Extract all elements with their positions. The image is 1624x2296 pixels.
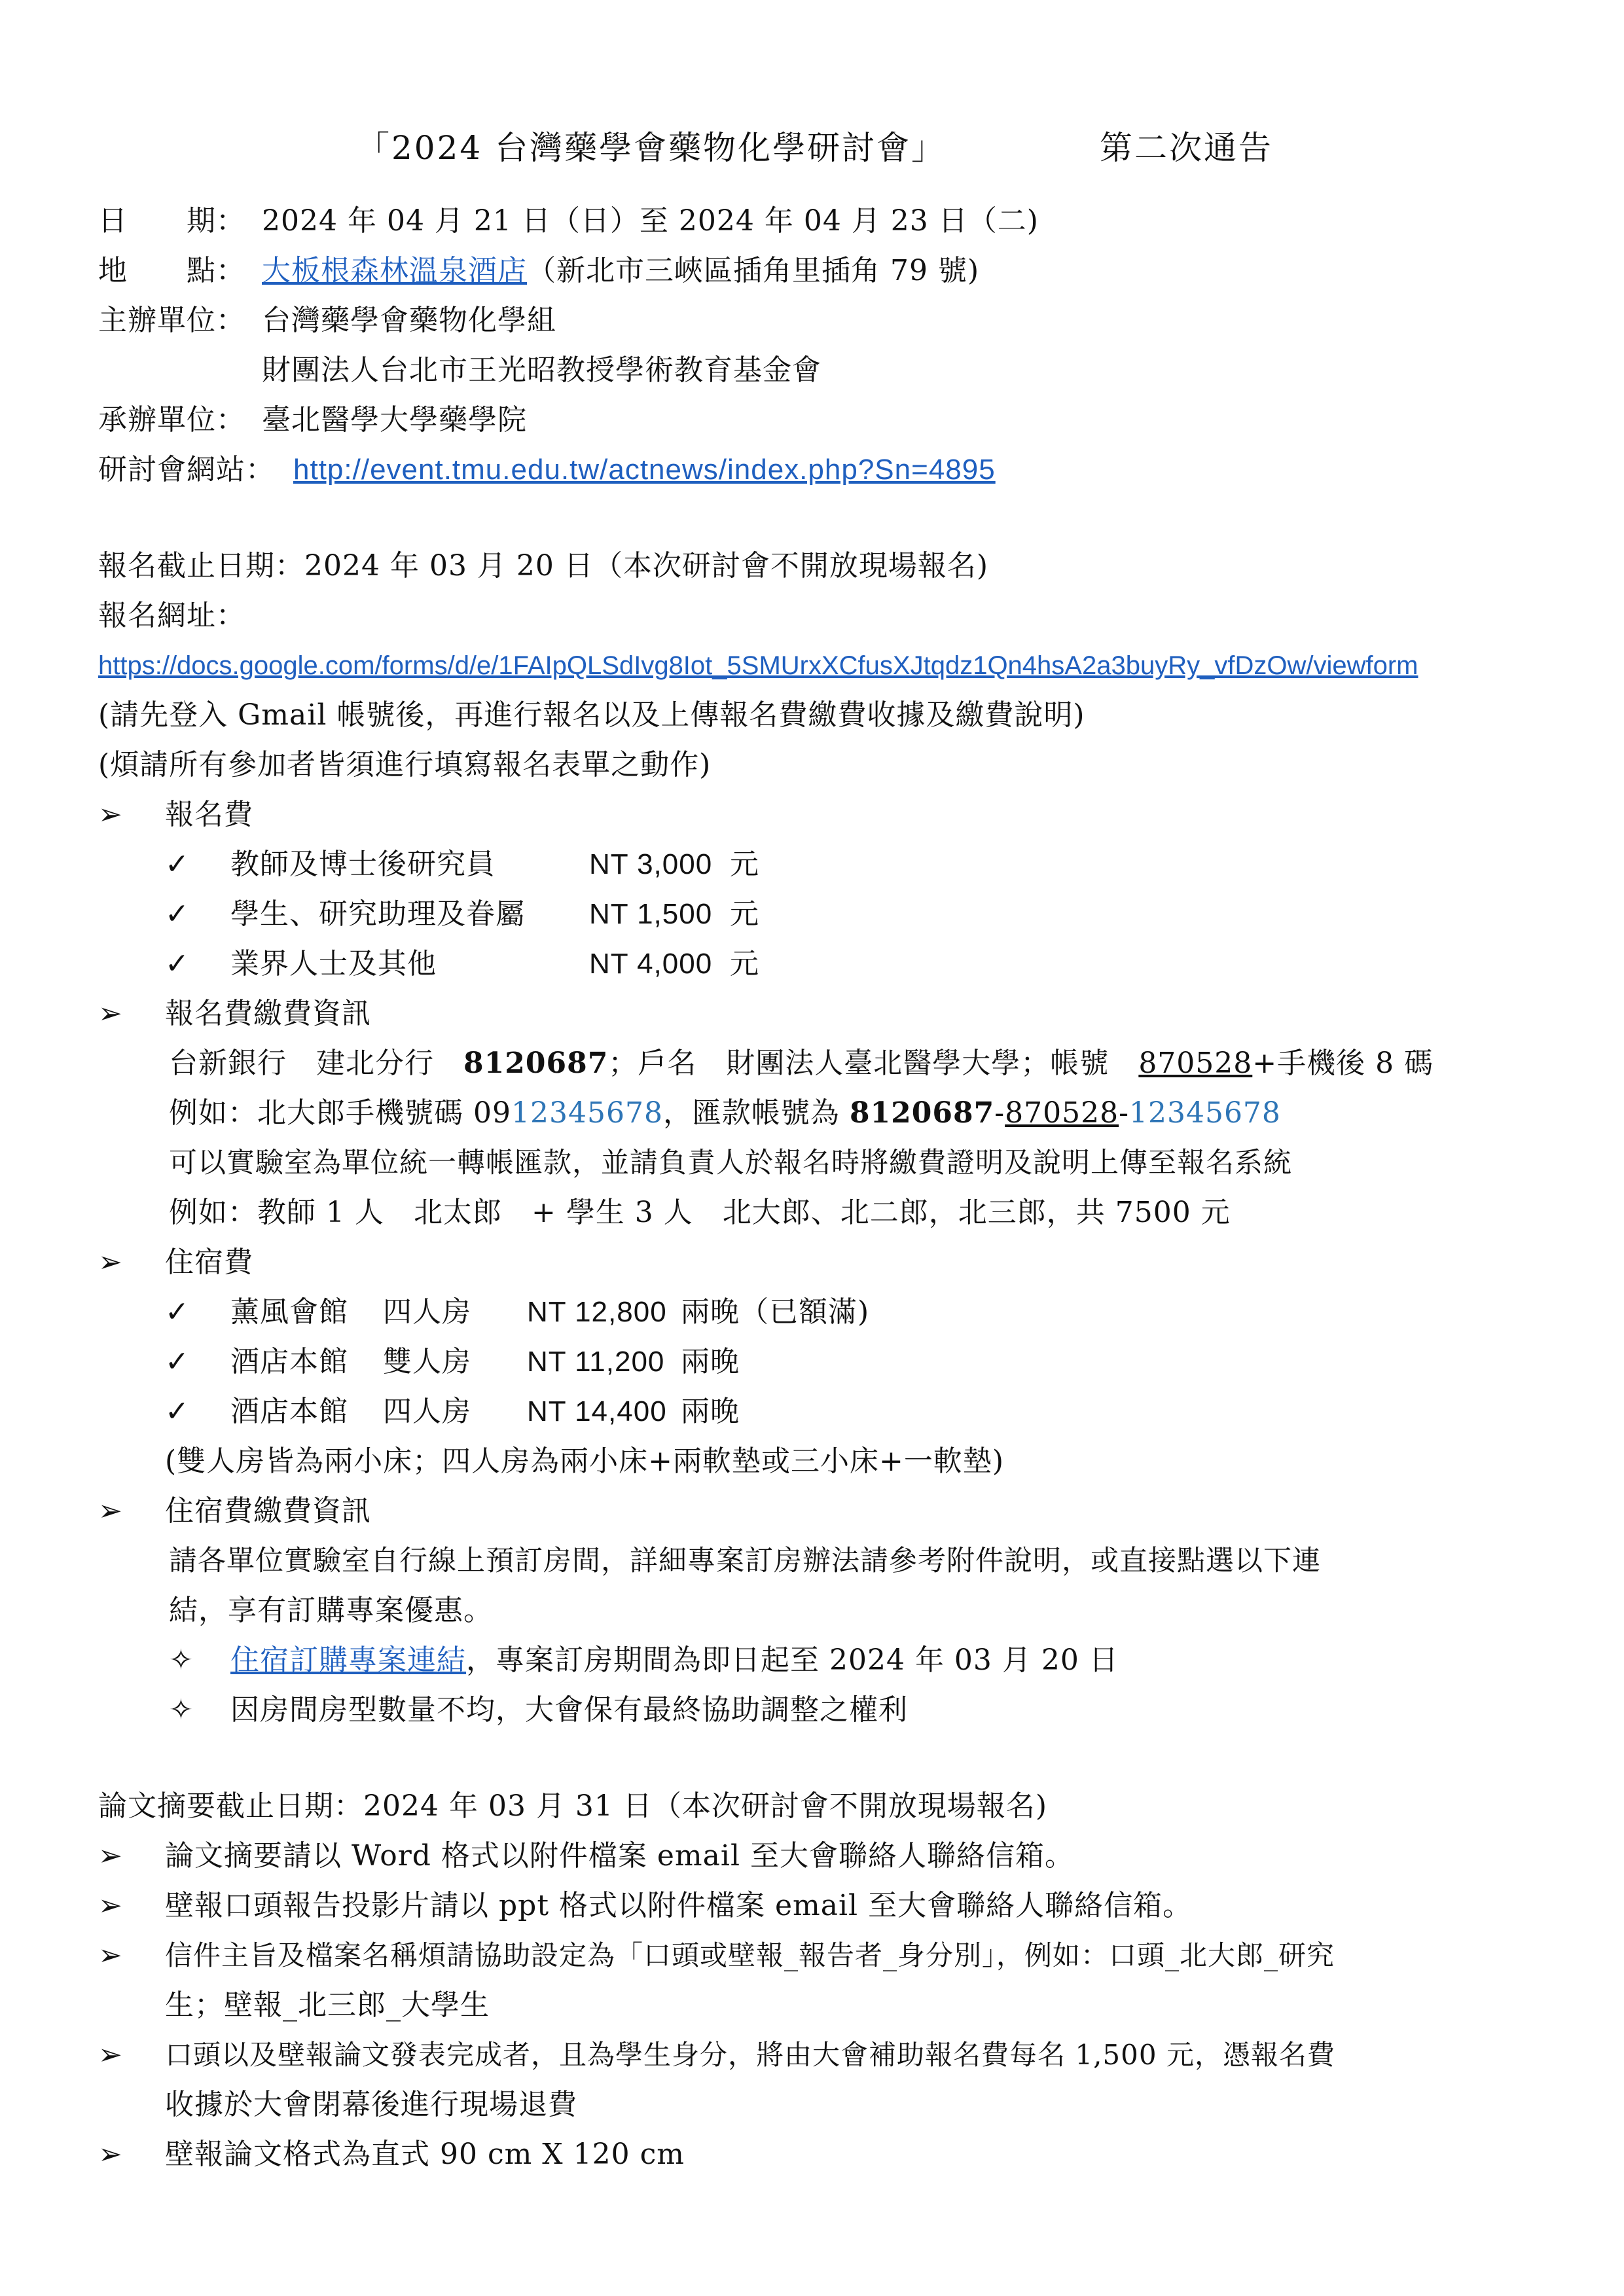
booking-link-line: 住宿訂購專案連結，專案訂房期間為即日起至 2024 年 03 月 20 日 xyxy=(230,1643,1119,1677)
arrow-bullet-icon: ➢ xyxy=(98,1494,122,1528)
registration-url-label: 報名網址： xyxy=(98,599,245,632)
diamond-bullet-icon: ✧ xyxy=(169,1693,193,1727)
lodging-price: NT 11,200 xyxy=(527,1346,665,1378)
lodging-payment-heading: 住宿費繳費資訊 xyxy=(165,1494,371,1528)
host-label: 承辦單位： xyxy=(98,403,245,437)
lodging-room: 四人房 xyxy=(383,1395,471,1428)
arrow-bullet-icon: ➢ xyxy=(98,1246,122,1279)
registration-note-2: (煩請所有參加者皆須進行填寫報名表單之動作) xyxy=(98,748,712,781)
website-label: 研討會網站： xyxy=(98,453,275,486)
abstract-rule: 壁報口頭報告投影片請以 ppt 格式以附件檔案 email 至大會聯絡人聯絡信箱。 xyxy=(165,1889,1193,1922)
arrow-bullet-icon: ➢ xyxy=(98,997,122,1030)
lodging-price: NT 14,400 xyxy=(527,1395,667,1427)
account-prefix: 870528 xyxy=(1138,1047,1253,1080)
lodging-nights: 兩晚（已額滿) xyxy=(681,1295,870,1329)
fee-item-unit: 元 xyxy=(730,947,759,980)
fee-item-price: NT 1,500 xyxy=(589,898,713,930)
lodging-room: 四人房 xyxy=(383,1295,471,1329)
venue-label: 地 點： xyxy=(98,254,245,287)
lodging-building: 酒店本館 xyxy=(230,1345,348,1378)
abstract-rule: 口頭以及壁報論文發表完成者，且為學生身分，將由大會補助報名費每名 1,500 元，憑報名費 xyxy=(165,2039,1335,2071)
check-icon: ✓ xyxy=(165,897,189,931)
lodging-payment-desc-1: 請各單位實驗室自行線上預訂房間，詳細專案訂房辦法請參考附件說明，或直接點選以下連 xyxy=(169,1545,1321,1577)
fee-item-price: NT 3,000 xyxy=(589,848,713,880)
fee-heading: 報名費 xyxy=(165,798,253,831)
abstract-rule: 壁報論文格式為直式 90 cm X 120 cm xyxy=(165,2138,685,2171)
lodging-building: 酒店本館 xyxy=(230,1395,348,1428)
check-icon: ✓ xyxy=(165,947,189,980)
date-value: 2024 年 04 月 21 日（日）至 2024 年 04 月 23 日（二) xyxy=(262,204,1039,238)
check-icon: ✓ xyxy=(165,848,189,881)
fee-item-label: 學生、研究助理及眷屬 xyxy=(230,897,525,931)
document-title: 「2024 台灣藥學會藥物化學研討會」 xyxy=(357,129,947,167)
arrow-bullet-icon: ➢ xyxy=(98,1839,122,1873)
registration-form-link[interactable]: https://docs.google.com/forms/d/e/1FAIpQLSdIvg8Iot_5SMUrxXCfusXJtqdz1Qn4hsA2a3buyRy_vfDzOw/viewform xyxy=(98,651,1418,680)
lodging-payment-desc-2: 結，享有訂購專案優惠。 xyxy=(169,1594,493,1627)
abstract-rule-cont: 生；壁報_北三郎_大學生 xyxy=(165,1988,490,2022)
organizer-label: 主辦單位： xyxy=(98,304,245,337)
lab-payment-note: 可以實驗室為單位統一轉帳匯款，並請負責人於報名時將繳費證明及說明上傳至報名系統 xyxy=(169,1147,1292,1179)
host-value: 臺北醫學大學藥學院 xyxy=(262,403,527,437)
bank-account-line: 台新銀行 建北分行 8120687；戶名 財團法人臺北醫學大學；帳號 870528+手機後 8 碼 xyxy=(169,1047,1434,1080)
arrow-bullet-icon: ➢ xyxy=(98,1889,122,1922)
arrow-bullet-icon: ➢ xyxy=(98,2138,122,2171)
fee-item-unit: 元 xyxy=(730,897,759,931)
notice-label: 第二次通告 xyxy=(1100,129,1273,167)
venue-line xyxy=(262,251,979,291)
arrow-bullet-icon: ➢ xyxy=(98,2038,122,2072)
room-adjust-note: 因房間房型數量不均，大會保有最終協助調整之權利 xyxy=(230,1693,908,1727)
organizer-1: 台灣藥學會藥物化學組 xyxy=(262,304,556,337)
check-icon: ✓ xyxy=(165,1395,189,1428)
registration-deadline: 報名截止日期：2024 年 03 月 20 日（本次研討會不開放現場報名) xyxy=(98,549,989,583)
abstract-deadline: 論文摘要截止日期：2024 年 03 月 31 日（本次研討會不開放現場報名) xyxy=(98,1789,1048,1823)
arrow-bullet-icon: ➢ xyxy=(98,1939,122,1972)
fee-item-unit: 元 xyxy=(730,848,759,881)
abstract-rule-cont: 收據於大會閉幕後進行現場退費 xyxy=(165,2088,577,2121)
lodging-note: (雙人房皆為兩小床；四人房為兩小床+兩軟墊或三小床+一軟墊) xyxy=(165,1444,1005,1478)
fee-item-price: NT 4,000 xyxy=(589,948,713,980)
abstract-rule: 信件主旨及檔案名稱煩請協助設定為「口頭或壁報_報告者_身分別」，例如：口頭_北大郎_研究 xyxy=(165,1939,1335,1971)
date-label: 日 期： xyxy=(98,204,245,238)
registration-note-1: (請先登入 Gmail 帳號後，再進行報名以及上傳報名費繳費收據及繳費說明) xyxy=(98,698,1085,732)
lodging-nights: 兩晚 xyxy=(681,1345,740,1378)
account-example-line: 例如：北大郎手機號碼 0912345678，匯款帳號為 8120687-870528-12345678 xyxy=(169,1096,1281,1130)
check-icon: ✓ xyxy=(165,1345,189,1378)
organizer-2: 財團法人台北市王光昭教授學術教育基金會 xyxy=(262,353,821,387)
payment-heading: 報名費繳費資訊 xyxy=(165,997,371,1030)
lab-payment-example: 例如：教師 1 人 北太郎 + 學生 3 人 北大郎、北二郎，北三郎，共 7500 元 xyxy=(169,1196,1231,1229)
venue-address: （新北市三峽區插角里插角 79 號) xyxy=(527,254,980,287)
lodging-price: NT 12,800 xyxy=(527,1296,667,1328)
arrow-bullet-icon: ➢ xyxy=(98,798,122,831)
abstract-rule: 論文摘要請以 Word 格式以附件檔案 email 至大會聯絡人聯絡信箱。 xyxy=(165,1839,1075,1873)
website-link[interactable]: http://event.tmu.edu.tw/actnews/index.php?Sn=4895 xyxy=(293,454,996,486)
venue-link[interactable]: 大板根森林溫泉酒店 xyxy=(262,254,527,287)
lodging-room: 雙人房 xyxy=(383,1345,471,1378)
booking-link[interactable]: 住宿訂購專案連結 xyxy=(230,1643,466,1677)
bank-code: 8120687 xyxy=(463,1047,609,1080)
lodging-building: 薰風會館 xyxy=(230,1295,348,1329)
fee-item-label: 教師及博士後研究員 xyxy=(230,848,496,881)
lodging-heading: 住宿費 xyxy=(165,1246,253,1279)
check-icon: ✓ xyxy=(165,1295,189,1329)
fee-item-label: 業界人士及其他 xyxy=(230,947,437,980)
diamond-bullet-icon: ✧ xyxy=(169,1643,193,1677)
lodging-nights: 兩晚 xyxy=(681,1395,740,1428)
